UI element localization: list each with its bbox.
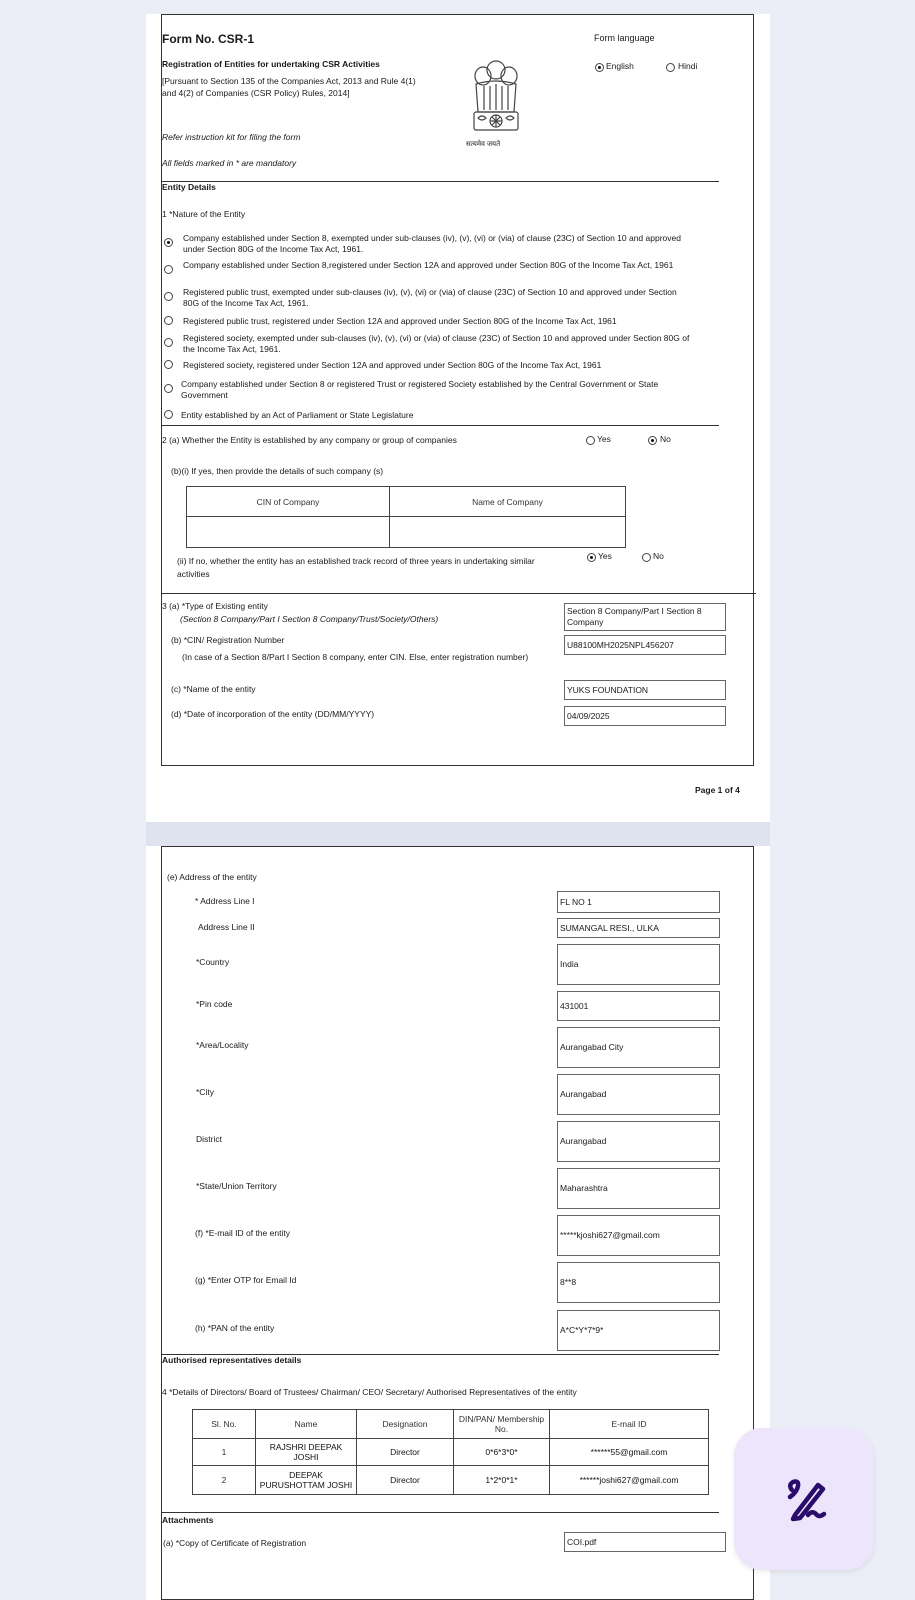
q2a-label: 2 (a) Whether the Entity is established by any company or group of companies bbox=[162, 435, 457, 445]
divider bbox=[161, 593, 756, 594]
ashoka-emblem-icon bbox=[466, 56, 526, 146]
nature-option-2-radio[interactable] bbox=[164, 265, 173, 274]
col-din-header: DIN/PAN/ Membership No. bbox=[454, 1410, 550, 1439]
state-field[interactable]: Maharashtra bbox=[557, 1168, 720, 1209]
pursuant-line-1: [Pursuant to Section 135 of the Companies Act, 2013 and Rule 4(1) bbox=[162, 76, 416, 86]
col-cin-header: CIN of Company bbox=[187, 487, 390, 517]
cell-slno: 1 bbox=[193, 1439, 256, 1466]
email-field[interactable]: *****kjoshi627@gmail.com bbox=[557, 1215, 720, 1256]
q3a-label: 3 (a) *Type of Existing entity bbox=[162, 601, 268, 611]
cell-din: 1*2*0*1* bbox=[454, 1466, 550, 1495]
city-label: *City bbox=[196, 1087, 214, 1097]
col-designation-header: Designation bbox=[357, 1410, 454, 1439]
cell-name: DEEPAK PURUSHOTTAM JOSHI bbox=[256, 1466, 357, 1495]
q2b-ii-no-label: No bbox=[653, 551, 664, 561]
cell-slno: 2 bbox=[193, 1466, 256, 1495]
form-number: Form No. CSR-1 bbox=[162, 32, 255, 46]
nature-option-4-radio[interactable] bbox=[164, 316, 173, 325]
lang-english-label: English bbox=[606, 61, 634, 71]
table-row bbox=[193, 1466, 709, 1495]
q3b-hint: (In case of a Section 8/Part I Section 8 company, enter CIN. Else, enter registration number) bbox=[182, 652, 529, 662]
nature-of-entity-label: 1 *Nature of the Entity bbox=[162, 209, 246, 219]
attach-a-label: (a) *Copy of Certificate of Registration bbox=[163, 1538, 307, 1548]
pin-code-label: *Pin code bbox=[196, 999, 233, 1009]
form-title: Registration of Entities for undertaking CSR Activities bbox=[162, 59, 380, 69]
nature-option-6-radio[interactable] bbox=[164, 360, 173, 369]
nature-option-5-text: Registered society, exempted under sub-clauses (iv), (v), (vi) or (via) of clause (23C) of Section 10 and approved under Section 80G of the Income Tax Act, 1961. bbox=[183, 333, 690, 354]
district-label: District bbox=[196, 1134, 222, 1144]
email-label: (f) *E-mail ID of the entity bbox=[195, 1228, 290, 1238]
col-email-header: E-mail ID bbox=[550, 1410, 709, 1439]
q2b-company-table bbox=[186, 486, 626, 548]
col-name-header: Name bbox=[256, 1410, 357, 1439]
q2a-no-label: No bbox=[660, 434, 671, 444]
lang-hindi-label: Hindi bbox=[678, 61, 698, 71]
otp-field[interactable]: 8**8 bbox=[557, 1262, 720, 1303]
q2a-no-radio[interactable] bbox=[648, 436, 657, 445]
nature-option-6-text: Registered society, registered under Section 12A and approved under Section 80G of the Income Tax Act, 1961 bbox=[183, 360, 602, 370]
nature-option-4-text: Registered public trust, registered under Section 12A and approved under Section 80G of the Income Tax Act, 1961 bbox=[183, 316, 617, 326]
nature-option-1-radio[interactable] bbox=[164, 238, 173, 247]
q2a-yes-label: Yes bbox=[597, 434, 611, 444]
cell-email: ******55@gmail.com bbox=[550, 1439, 709, 1466]
divider bbox=[161, 181, 719, 182]
form-page-2 bbox=[146, 846, 770, 1600]
q2a-yes-radio[interactable] bbox=[586, 436, 595, 445]
edit-fab-button[interactable] bbox=[734, 1428, 874, 1570]
nature-option-2-text: Company established under Section 8,registered under Section 12A and approved under Section 80G of the Income Tax Act, 1961 bbox=[183, 260, 674, 270]
q2b-ii-label-1: (ii) If no, whether the entity has an established track record of three years in undertaking similar bbox=[177, 556, 535, 566]
page-separator bbox=[146, 822, 770, 846]
cin-input-cell[interactable] bbox=[187, 517, 390, 548]
otp-label: (g) *Enter OTP for Email Id bbox=[195, 1275, 297, 1285]
state-label: *State/Union Territory bbox=[196, 1181, 277, 1191]
area-locality-field[interactable]: Aurangabad City bbox=[557, 1027, 720, 1068]
q3c-label: (c) *Name of the entity bbox=[171, 684, 256, 694]
cell-email: ******joshi627@gmail.com bbox=[550, 1466, 709, 1495]
cell-name: RAJSHRI DEEPAK JOSHI bbox=[256, 1439, 357, 1466]
nature-option-3-text: Registered public trust, exempted under sub-clauses (iv), (v), (vi) or (via) of clause (23C) of Section 10 and approved under Section 80G of the Income Tax Act, 1961. bbox=[183, 287, 677, 308]
nature-option-8-text: Entity established by an Act of Parliament or State Legislature bbox=[181, 410, 414, 420]
address-heading: (e) Address of the entity bbox=[167, 872, 257, 882]
nature-option-3-radio[interactable] bbox=[164, 292, 173, 301]
address-line-2-label: Address Line II bbox=[198, 922, 255, 932]
area-locality-label: *Area/Locality bbox=[196, 1040, 249, 1050]
lang-hindi-radio[interactable] bbox=[666, 63, 675, 72]
attachments-heading: Attachments bbox=[162, 1515, 214, 1525]
pen-edit-icon bbox=[778, 1473, 830, 1525]
divider bbox=[161, 425, 719, 426]
q3a-type-field[interactable]: Section 8 Company/Part I Section 8 Company bbox=[564, 603, 726, 631]
directors-table bbox=[192, 1409, 709, 1495]
table-row bbox=[193, 1439, 709, 1466]
instruction-text: Refer instruction kit for filing the form bbox=[162, 132, 301, 142]
col-name-header: Name of Company bbox=[390, 487, 626, 517]
nature-option-8-radio[interactable] bbox=[164, 410, 173, 419]
nature-option-7-radio[interactable] bbox=[164, 384, 173, 393]
divider bbox=[161, 1512, 719, 1513]
col-slno-header: Sl. No. bbox=[193, 1410, 256, 1439]
company-name-input-cell[interactable] bbox=[390, 517, 626, 548]
cell-designation: Director bbox=[357, 1466, 454, 1495]
nature-option-7-text: Company established under Section 8 or registered Trust or registered Society established by the Central Government or State Government bbox=[181, 379, 659, 400]
q3d-label: (d) *Date of incorporation of the entity (DD/MM/YYYY) bbox=[171, 709, 375, 719]
q2b-ii-yes-radio[interactable] bbox=[587, 553, 596, 562]
country-field[interactable]: India bbox=[557, 944, 720, 985]
emblem-caption: सत्यमेव जयते bbox=[466, 141, 501, 148]
address-line-1-label: * Address Line I bbox=[195, 896, 255, 906]
pin-code-field[interactable]: 431001 bbox=[557, 991, 720, 1021]
q2b-ii-label-2: activities bbox=[177, 569, 210, 579]
auth-reps-heading: Authorised representatives details bbox=[162, 1355, 302, 1365]
cell-din: 0*6*3*0* bbox=[454, 1439, 550, 1466]
q2b-ii-yes-label: Yes bbox=[598, 551, 612, 561]
q3b-cin-field[interactable]: U88100MH2025NPL456207 bbox=[564, 635, 726, 655]
q2b-ii-no-radio[interactable] bbox=[642, 553, 651, 562]
q3d-date-field[interactable]: 04/09/2025 bbox=[564, 706, 726, 726]
lang-english-radio[interactable] bbox=[595, 63, 604, 72]
pan-field[interactable]: A*C*Y*7*9* bbox=[557, 1310, 720, 1351]
nature-option-1-text: Company established under Section 8, exempted under sub-clauses (iv), (v), (vi) or (via) of clause (23C) of Section 10 and approved under Section 80G of the Income Tax Act, 1961. bbox=[183, 233, 681, 254]
district-field[interactable]: Aurangabad bbox=[557, 1121, 720, 1162]
attach-a-field[interactable]: COI.pdf bbox=[564, 1532, 726, 1552]
page-number: Page 1 of 4 bbox=[695, 785, 740, 795]
address-line-1-field[interactable]: FL NO 1 bbox=[557, 891, 720, 913]
pursuant-line-2: and 4(2) of Companies (CSR Policy) Rules, 2014] bbox=[162, 88, 350, 98]
q3c-name-field[interactable]: YUKS FOUNDATION bbox=[564, 680, 726, 700]
entity-details-heading: Entity Details bbox=[162, 182, 216, 192]
q2b-label: (b)(i) If yes, then provide the details of such company (s) bbox=[171, 466, 384, 476]
q4-label: 4 *Details of Directors/ Board of Trustees/ Chairman/ CEO/ Secretary/ Authorised Representatives of the entity bbox=[162, 1387, 577, 1397]
country-label: *Country bbox=[196, 957, 230, 967]
form-language-label: Form language bbox=[594, 33, 655, 43]
cell-designation: Director bbox=[357, 1439, 454, 1466]
q3b-label: (b) *CIN/ Registration Number bbox=[171, 635, 285, 645]
address-line-2-field[interactable]: SUMANGAL RESI., ULKA bbox=[557, 918, 720, 938]
mandatory-note: All fields marked in * are mandatory bbox=[162, 158, 297, 168]
city-field[interactable]: Aurangabad bbox=[557, 1074, 720, 1115]
nature-option-5-radio[interactable] bbox=[164, 338, 173, 347]
form-page-1 bbox=[146, 14, 770, 822]
q3a-hint: (Section 8 Company/Part I Section 8 Company/Trust/Society/Others) bbox=[180, 614, 439, 624]
pan-label: (h) *PAN of the entity bbox=[195, 1323, 275, 1333]
